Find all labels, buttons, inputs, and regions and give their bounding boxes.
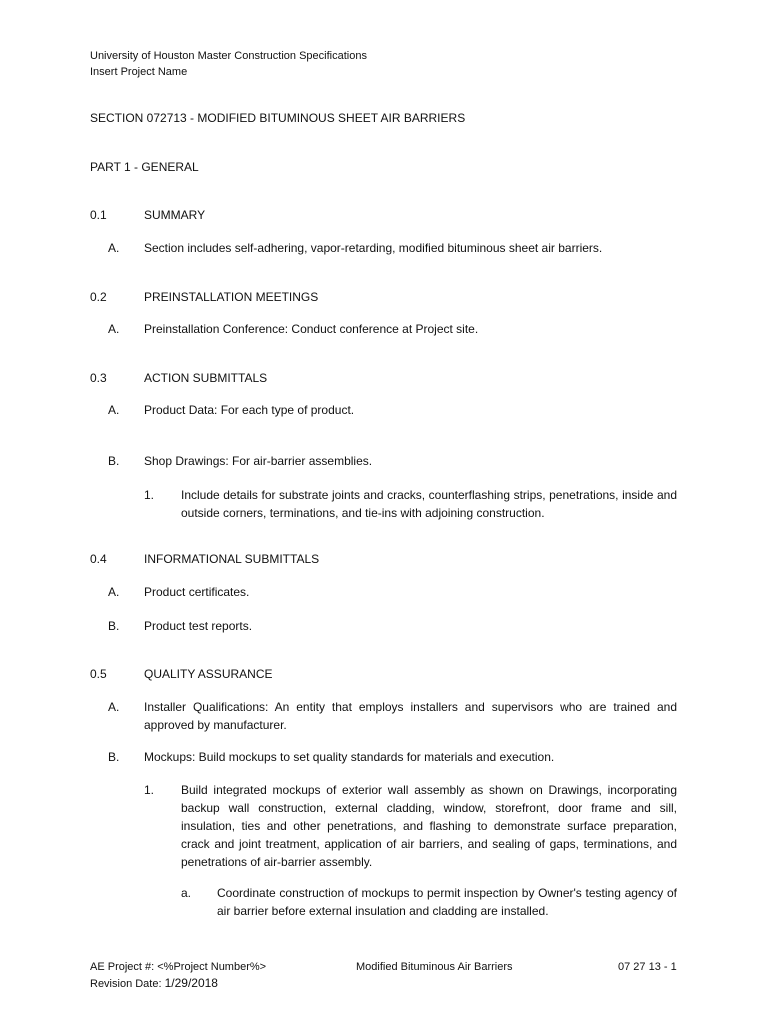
paragraph-text: Mockups: Build mockups to set quality standards for materials and execution. bbox=[144, 750, 555, 764]
paragraph-label: B. bbox=[108, 750, 120, 764]
subparagraph-text: Build integrated mockups of exterior wall assembly as shown on Drawings, incorporating backup wall construction, external cladding, window, storefront, door frame and sill, insulation, ties and other penetrations, and flashing to demonstrate surface preparation, crack and joint treatment, application of air barriers, and sealing of gaps, terminations, and penetrations of air-barrier assembly. bbox=[181, 783, 677, 869]
paragraph-label: A. bbox=[108, 403, 120, 417]
header-line-2: Insert Project Name bbox=[90, 66, 188, 78]
subparagraph-label: a. bbox=[181, 886, 192, 900]
article-title: PREINSTALLATION MEETINGS bbox=[144, 290, 319, 304]
footer-revision-date: 1/29/2018 bbox=[164, 976, 218, 990]
subparagraph-label: 1. bbox=[144, 783, 155, 797]
paragraph-label: B. bbox=[108, 454, 120, 468]
footer-section-title: Modified Bituminous Air Barriers bbox=[356, 961, 513, 973]
article-title: INFORMATIONAL SUBMITTALS bbox=[144, 552, 320, 566]
article-number: 0.2 bbox=[90, 290, 107, 304]
header-line-1: University of Houston Master Construction Specifications bbox=[90, 50, 367, 62]
subparagraph-text: Include details for substrate joints and cracks, counterflashing strips, penetrations, inside and outside corners, terminations, and tie-ins with adjoining construction. bbox=[181, 488, 677, 520]
article-number: 0.3 bbox=[90, 371, 107, 385]
paragraph-text: Shop Drawings: For air-barrier assemblies. bbox=[144, 454, 373, 468]
section-title: SECTION 072713 - MODIFIED BITUMINOUS SHEET AIR BARRIERS bbox=[90, 111, 466, 125]
paragraph-label: A. bbox=[108, 322, 120, 336]
subparagraph-label: 1. bbox=[144, 488, 155, 502]
part-title: PART 1 - GENERAL bbox=[90, 160, 199, 174]
paragraph-text: Product Data: For each type of product. bbox=[144, 403, 355, 417]
footer-page-number: 07 27 13 - 1 bbox=[618, 961, 677, 973]
paragraph-label: A. bbox=[108, 700, 120, 714]
paragraph-text: Product test reports. bbox=[144, 619, 253, 633]
subparagraph-text: Coordinate construction of mockups to permit inspection by Owner's testing agency of air barrier before external insulation and cladding are installed. bbox=[217, 886, 677, 918]
paragraph-text: Preinstallation Conference: Conduct conference at Project site. bbox=[144, 322, 479, 336]
paragraph-text: Installer Qualifications: An entity that employs installers and supervisors who are trained and approved by manufacturer. bbox=[144, 700, 677, 732]
article-title: SUMMARY bbox=[144, 208, 206, 222]
article-number: 0.1 bbox=[90, 208, 107, 222]
footer-revision-label: Revision Date: bbox=[90, 978, 165, 990]
footer-project-number: AE Project #: <%Project Number%> bbox=[90, 961, 267, 973]
article-number: 0.4 bbox=[90, 552, 107, 566]
article-number: 0.5 bbox=[90, 667, 107, 681]
article-title: ACTION SUBMITTALS bbox=[144, 371, 268, 385]
paragraph-text: Product certificates. bbox=[144, 585, 250, 599]
paragraph-label: B. bbox=[108, 619, 120, 633]
paragraph-label: A. bbox=[108, 585, 120, 599]
paragraph-text: Section includes self-adhering, vapor-retarding, modified bituminous sheet air barriers. bbox=[144, 241, 603, 255]
article-title: QUALITY ASSURANCE bbox=[144, 667, 273, 681]
paragraph-label: A. bbox=[108, 241, 120, 255]
footer-revision bbox=[90, 976, 218, 992]
